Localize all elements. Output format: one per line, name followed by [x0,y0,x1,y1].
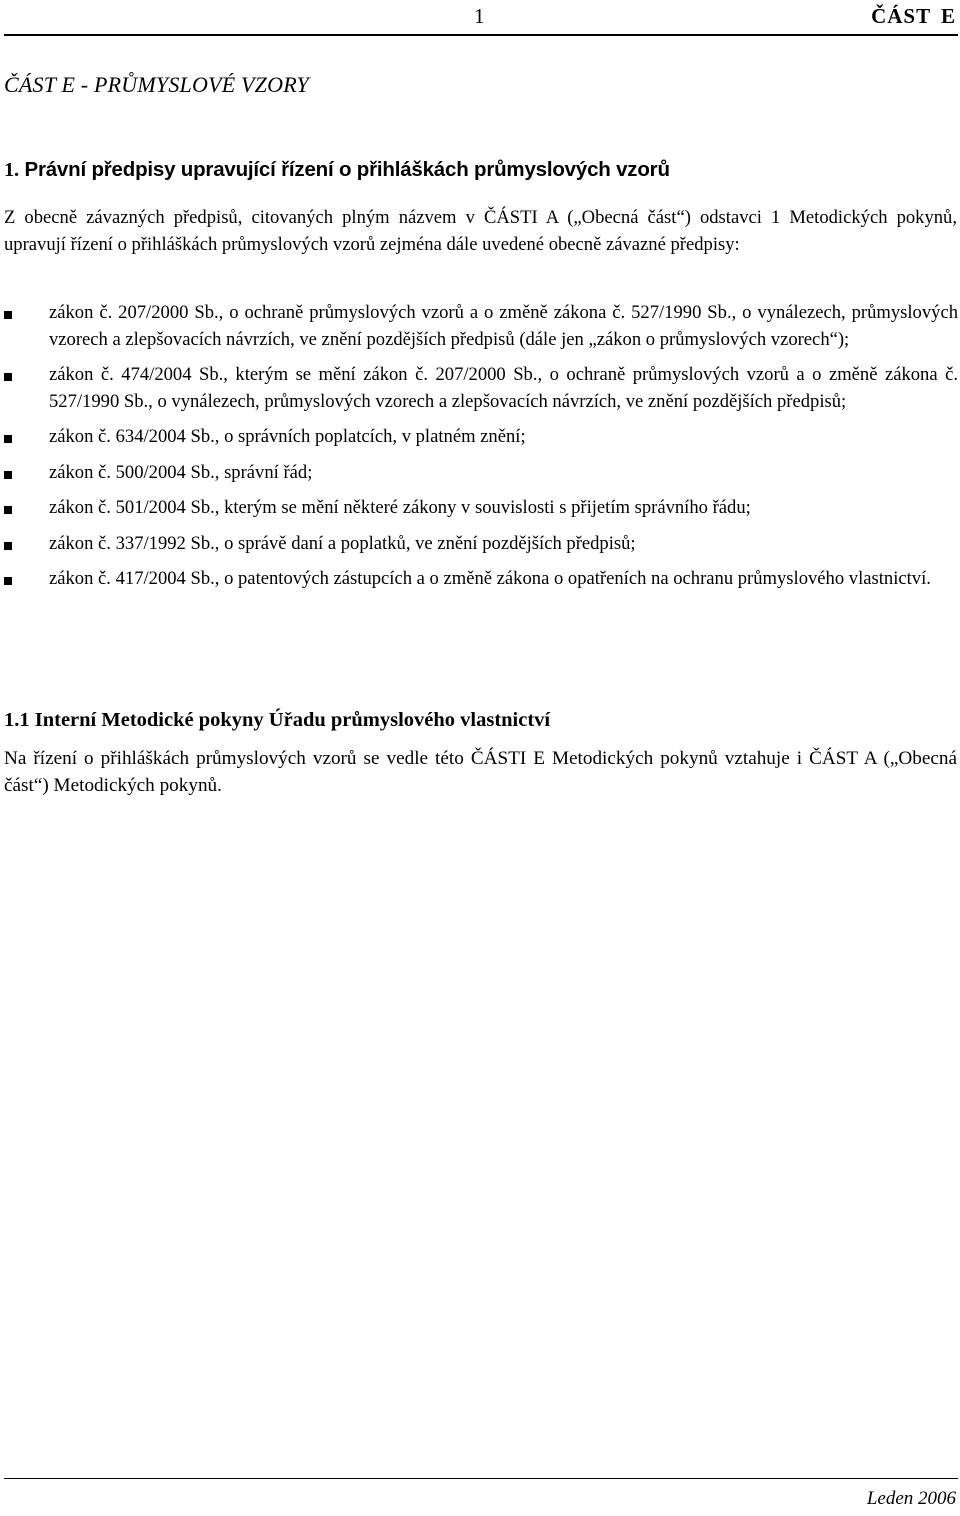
page-header [0,0,960,36]
list-item [4,531,958,558]
section-heading-text: Právní předpisy upravující řízení o přihláškách průmyslových vzorů [24,158,670,181]
square-bullet-icon [4,471,12,479]
list-item [4,566,958,593]
list-item [4,300,958,353]
page-number: 1 [474,4,485,28]
list-item-text: zákon č. 474/2004 Sb., kterým se mění zákon č. 207/2000 Sb., o ochraně průmyslových vzorů a o změně zákona č. 527/1990 Sb., o vynálezech, průmyslových vzorech a zlepšovacích návrzích, ve znění pozdějších předpisů; [49,364,958,412]
list-item-text: zákon č. 501/2004 Sb., kterým se mění některé zákony v souvislosti s přijetím správního řádu; [49,497,751,518]
square-bullet-icon [4,435,12,443]
header-rule [4,34,958,36]
footer-date: Leden 2006 [866,1488,956,1509]
square-bullet-icon [4,506,12,514]
list-item-text: zákon č. 207/2000 Sb., o ochraně průmyslových vzorů a o změně zákona č. 527/1990 Sb., o vynálezech, průmyslových vzorech a zlepšovacích návrzích, ve znění pozdějších předpisů (dále jen „zákon o průmyslových vzorech“); [49,302,958,350]
section-heading [4,158,670,182]
law-list [4,300,958,602]
square-bullet-icon [4,311,12,319]
section-number: 1. [4,159,19,181]
subsection-heading: 1.1 Interní Metodické pokyny Úřadu průmyslového vlastnictví [4,709,551,731]
square-bullet-icon [4,542,12,550]
list-item-text: zákon č. 417/2004 Sb., o patentových zástupcích a o změně zákona o opatřeních na ochranu průmyslového vlastnictví. [49,568,931,589]
list-item-text: zákon č. 634/2004 Sb., o správních poplatcích, v platném znění; [49,426,526,447]
subsection-paragraph: Na řízení o přihláškách průmyslových vzorů se vedle této ČÁSTI E Metodických pokynů vztahuje i ČÁST A („Obecná část“) Metodických pokynů. [4,748,957,796]
footer-rule [4,1478,958,1479]
list-item-text: zákon č. 500/2004 Sb., správní řád; [49,461,313,483]
intro-paragraph: Z obecně závazných předpisů, citovaných plným názvem v ČÁSTI A („Obecná část“) odstavci 1 Metodických pokynů, upravují řízení o přihláškách průmyslových vzorů zejména dále uvedené obecně závazné předpisy: [4,207,957,255]
list-item [4,495,958,522]
list-item-text: zákon č. 337/1992 Sb., o správě daní a poplatků, ve znění pozdějších předpisů; [49,532,636,554]
header-part-label: ČÁST E [871,4,956,28]
square-bullet-icon [4,577,12,585]
list-item [4,424,958,451]
square-bullet-icon [4,373,12,381]
list-item [4,362,958,415]
part-title: ČÁST E - PRŮMYSLOVÉ VZORY [4,72,309,97]
list-item [4,460,958,487]
